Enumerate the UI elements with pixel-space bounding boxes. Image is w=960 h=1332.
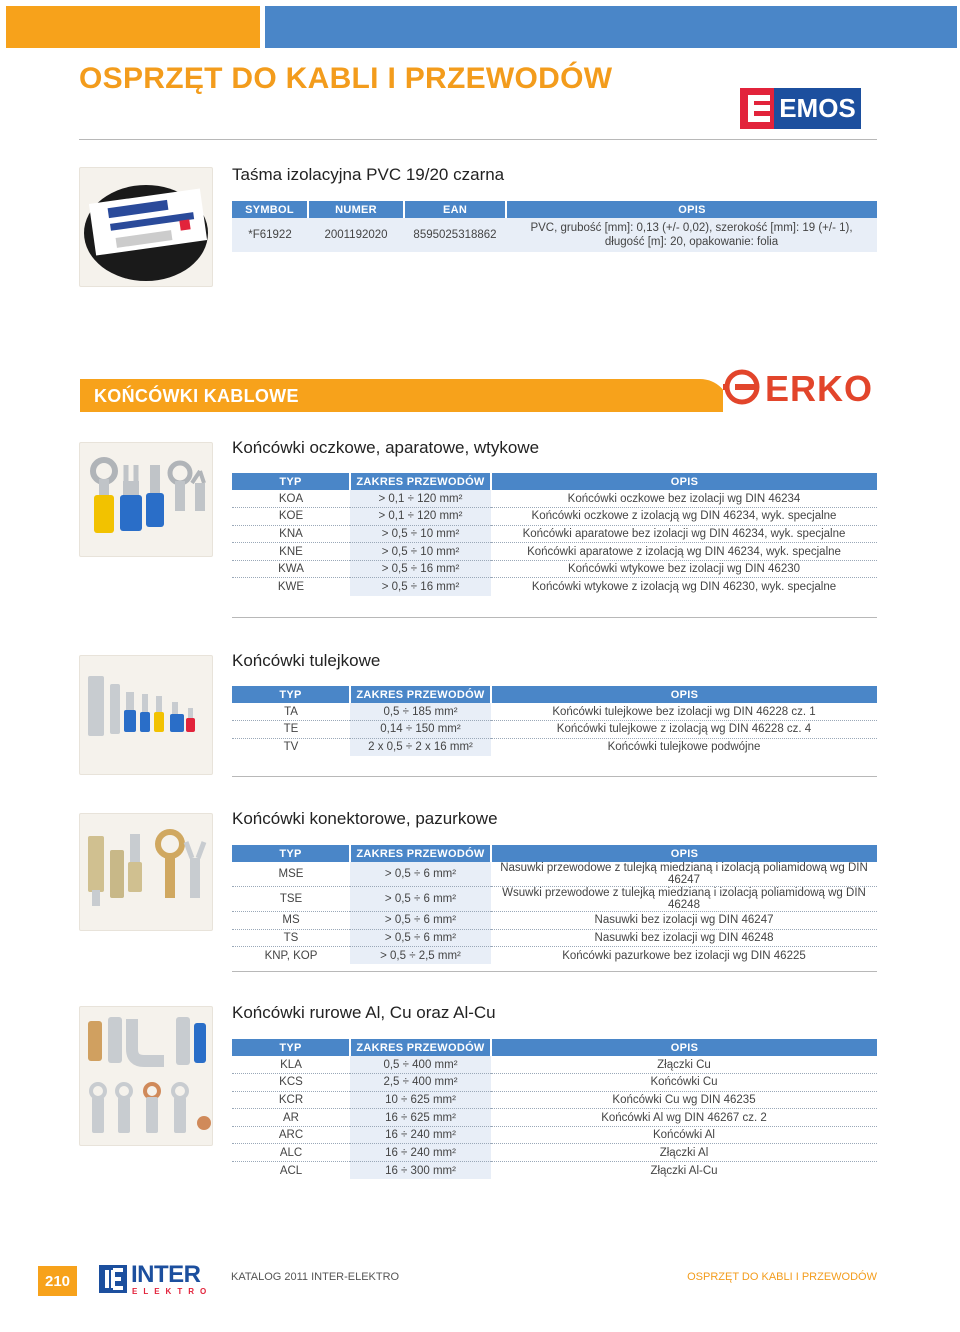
top-blue-bar <box>265 6 957 48</box>
cell-opis: Złączki Al-Cu <box>650 1164 718 1177</box>
cell-typ: KCS <box>232 1074 350 1092</box>
s2-photo <box>79 655 213 775</box>
cell-typ: KOA <box>232 490 350 508</box>
section-divider <box>232 617 877 618</box>
cell-typ: TV <box>283 741 299 754</box>
s4-table <box>232 1039 877 1179</box>
s4-photo <box>79 1006 213 1146</box>
cell-zakres: 16 ÷ 240 mm² <box>350 1144 491 1162</box>
col-header-typ: TYP <box>232 845 350 862</box>
table-row <box>232 862 877 887</box>
cell-zakres: 16 ÷ 625 mm² <box>350 1109 491 1127</box>
table-row <box>232 525 877 543</box>
ring-terminals-image <box>80 443 213 557</box>
cell-zakres: 0,14 ÷ 150 mm² <box>350 721 491 739</box>
connector-terminals-image <box>80 814 213 931</box>
cell-numer: 2001192020 <box>308 218 404 252</box>
cell-zakres: > 0,5 ÷ 2,5 mm² <box>350 947 491 965</box>
s3-photo <box>79 813 213 931</box>
s3-table <box>232 845 877 964</box>
cell-opis: Końcówki oczkowe z izolacją wg DIN 46234, wyk. specjalne <box>491 508 877 526</box>
top-orange-bar <box>6 6 260 48</box>
table-row <box>232 947 877 965</box>
cell-typ: KOE <box>232 508 350 526</box>
cell-opis: Końcówki tulejkowe podwójne <box>607 741 761 754</box>
tape-roll-image <box>80 168 213 287</box>
cell-typ: KWE <box>277 581 305 594</box>
table-row <box>232 887 877 912</box>
col-header-numer: NUMER <box>308 201 404 218</box>
col-header-opis: OPIS <box>491 686 877 703</box>
footer-section: OSPRZĘT DO KABLI I PRZEWODÓW <box>687 1271 877 1283</box>
table-row <box>232 1126 877 1144</box>
col-header-symbol: SYMBOL <box>232 201 308 218</box>
page-number: 210 <box>38 1266 77 1296</box>
cell-zakres: > 0,5 ÷ 6 mm² <box>350 887 491 912</box>
cell-typ: KWA <box>232 560 350 578</box>
table-row <box>232 721 877 739</box>
table-row <box>232 703 877 721</box>
tape-photo <box>79 167 213 287</box>
col-header-opis: OPIS <box>491 473 877 490</box>
cell-opis: Końcówki wtykowe z izolacją wg DIN 46230, wyk. specjalne <box>531 581 837 594</box>
tape-title: Taśma izolacyjna PVC 19/20 czarna <box>232 165 505 184</box>
table-row <box>232 1091 877 1109</box>
erko-logo <box>723 366 878 412</box>
cell-typ: KCR <box>232 1091 350 1109</box>
tape-table <box>232 201 877 252</box>
erko-logo-text: ERKO <box>765 368 874 409</box>
page-title: OSPRZĘT DO KABLI I PRZEWODÓW <box>79 62 613 95</box>
emos-logo-text: EMOS <box>774 88 861 129</box>
table-row <box>232 1144 877 1162</box>
table-row <box>232 1162 877 1180</box>
inter-elektro-logo <box>99 1263 211 1299</box>
s2-table-wrap <box>232 686 877 756</box>
cell-typ: ACL <box>279 1164 303 1177</box>
cell-opis: Końcówki wtykowe bez izolacji wg DIN 46230 <box>491 560 877 578</box>
table-row <box>232 218 877 252</box>
elektro-logo-text: ELEKTRO <box>132 1287 213 1296</box>
cell-zakres: > 0,5 ÷ 6 mm² <box>350 862 491 887</box>
table-row <box>232 1074 877 1092</box>
cell-opis: Końcówki aparatowe bez izolacji wg DIN 46234, wyk. specjalne <box>491 525 877 543</box>
cell-typ: KNA <box>232 525 350 543</box>
table-row <box>232 738 877 756</box>
cell-zakres: > 0,1 ÷ 120 mm² <box>350 508 491 526</box>
cell-ean: 8595025318862 <box>404 218 506 252</box>
banner-title: KOŃCÓWKI KABLOWE <box>94 386 299 406</box>
cell-opis: Końcówki Cu <box>491 1074 877 1092</box>
cell-opis: PVC, grubość [mm]: 0,13 (+/- 0,02), szerokość [mm]: 19 (+/- 1), długość [m]: 20, opakowanie: folia <box>506 218 877 252</box>
cell-symbol: *F61922 <box>232 218 308 252</box>
cell-opis: Końcówki Cu wg DIN 46235 <box>491 1091 877 1109</box>
cell-typ: TS <box>232 929 350 947</box>
col-header-opis: OPIS <box>491 1039 877 1056</box>
s2-title: Końcówki tulejkowe <box>232 651 381 670</box>
cell-typ: AR <box>232 1109 350 1127</box>
s3-title: Końcówki konektorowe, pazurkowe <box>232 809 498 828</box>
cell-opis: Końcówki tulejkowe bez izolacji wg DIN 46228 cz. 1 <box>491 703 877 721</box>
col-header-opis: OPIS <box>491 845 877 862</box>
table-row <box>232 1056 877 1074</box>
cell-opis: Końcówki Al wg DIN 46267 cz. 2 <box>491 1109 877 1127</box>
col-header-typ: TYP <box>232 1039 350 1056</box>
cell-typ: TA <box>232 703 350 721</box>
table-row <box>232 490 877 508</box>
inter-logo-text: INTER <box>131 1261 201 1288</box>
cell-opis: Złączki Cu <box>491 1056 877 1074</box>
table-row <box>232 508 877 526</box>
emos-logo <box>740 88 861 129</box>
s4-table-wrap <box>232 1039 877 1179</box>
col-header-opis: OPIS <box>506 201 877 218</box>
section-divider <box>232 971 877 972</box>
ferrules-image <box>80 656 213 775</box>
cell-zakres: 10 ÷ 625 mm² <box>350 1091 491 1109</box>
cell-opis: Wsuwki przewodowe z tulejką miedzianą i izolacją poliamidową wg DIN 46248 <box>491 887 877 912</box>
table-row <box>232 578 877 596</box>
section-divider <box>232 776 877 777</box>
table-row <box>232 912 877 930</box>
cell-zakres: > 0,5 ÷ 16 mm² <box>350 560 491 578</box>
cell-opis: Końcówki oczkowe bez izolacji wg DIN 46234 <box>491 490 877 508</box>
cell-zakres: > 0,5 ÷ 10 mm² <box>350 525 491 543</box>
col-header-typ: TYP <box>232 473 350 490</box>
cell-opis: Końcówki pazurkowe bez izolacji wg DIN 46225 <box>562 949 806 962</box>
table-row <box>232 929 877 947</box>
cell-typ: KLA <box>232 1056 350 1074</box>
emos-e-icon <box>740 88 774 129</box>
cell-zakres: > 0,5 ÷ 16 mm² <box>350 578 491 596</box>
cell-opis: Złączki Al <box>491 1144 877 1162</box>
s1-photo <box>79 442 213 557</box>
cell-typ: MS <box>232 912 350 930</box>
s1-title: Końcówki oczkowe, aparatowe, wtykowe <box>232 438 540 457</box>
inter-mark-icon <box>99 1265 129 1295</box>
s3-table-wrap <box>232 845 877 964</box>
cell-zakres: 2 x 0,5 ÷ 2 x 16 mm² <box>350 738 491 756</box>
cell-opis: Nasuwki bez izolacji wg DIN 46247 <box>491 912 877 930</box>
table-row <box>232 1109 877 1127</box>
cell-opis: Końcówki aparatowe z izolacją wg DIN 46234, wyk. specjalne <box>491 543 877 561</box>
col-header-zakres: ZAKRES PRZEWODÓW <box>350 1039 491 1056</box>
cell-typ: ALC <box>232 1144 350 1162</box>
cell-zakres: 16 ÷ 240 mm² <box>350 1126 491 1144</box>
cell-zakres: > 0,5 ÷ 10 mm² <box>350 543 491 561</box>
cell-typ: ARC <box>232 1126 350 1144</box>
col-header-typ: TYP <box>232 686 350 703</box>
col-header-zakres: ZAKRES PRZEWODÓW <box>350 686 491 703</box>
cell-typ: MSE <box>232 862 350 887</box>
tube-terminals-image <box>80 1007 213 1146</box>
cell-zakres: 0,5 ÷ 185 mm² <box>350 703 491 721</box>
s1-table <box>232 473 877 596</box>
s1-table-wrap <box>232 473 877 596</box>
cell-zakres: 16 ÷ 300 mm² <box>350 1162 491 1180</box>
cell-zakres: 0,5 ÷ 400 mm² <box>350 1056 491 1074</box>
col-header-zakres: ZAKRES PRZEWODÓW <box>350 473 491 490</box>
cell-typ: KNE <box>232 543 350 561</box>
cell-typ: TE <box>232 721 350 739</box>
s2-table <box>232 686 877 756</box>
cell-typ: TSE <box>232 887 350 912</box>
footer-catalog: KATALOG 2011 INTER-ELEKTRO <box>231 1271 400 1283</box>
cell-opis: Końcówki Al <box>491 1126 877 1144</box>
table-row <box>232 543 877 561</box>
tape-table-wrap <box>232 201 877 252</box>
cell-zakres: > 0,5 ÷ 6 mm² <box>350 929 491 947</box>
col-header-zakres: ZAKRES PRZEWODÓW <box>350 845 491 862</box>
cell-opis: Nasuwki bez izolacji wg DIN 46248 <box>491 929 877 947</box>
cell-opis: Końcówki tulejkowe z izolacją wg DIN 46228 cz. 4 <box>491 721 877 739</box>
cell-zakres: > 0,1 ÷ 120 mm² <box>350 490 491 508</box>
cell-zakres: > 0,5 ÷ 6 mm² <box>350 912 491 930</box>
cell-opis: Nasuwki przewodowe z tulejką miedzianą i izolacją poliamidową wg DIN 46247 <box>491 862 877 887</box>
table-row <box>232 560 877 578</box>
header-divider <box>79 139 877 140</box>
s4-title: Końcówki rurowe Al, Cu oraz Al-Cu <box>232 1003 496 1022</box>
cell-zakres: 2,5 ÷ 400 mm² <box>350 1074 491 1092</box>
cell-typ: KNP, KOP <box>264 949 318 962</box>
col-header-ean: EAN <box>404 201 506 218</box>
